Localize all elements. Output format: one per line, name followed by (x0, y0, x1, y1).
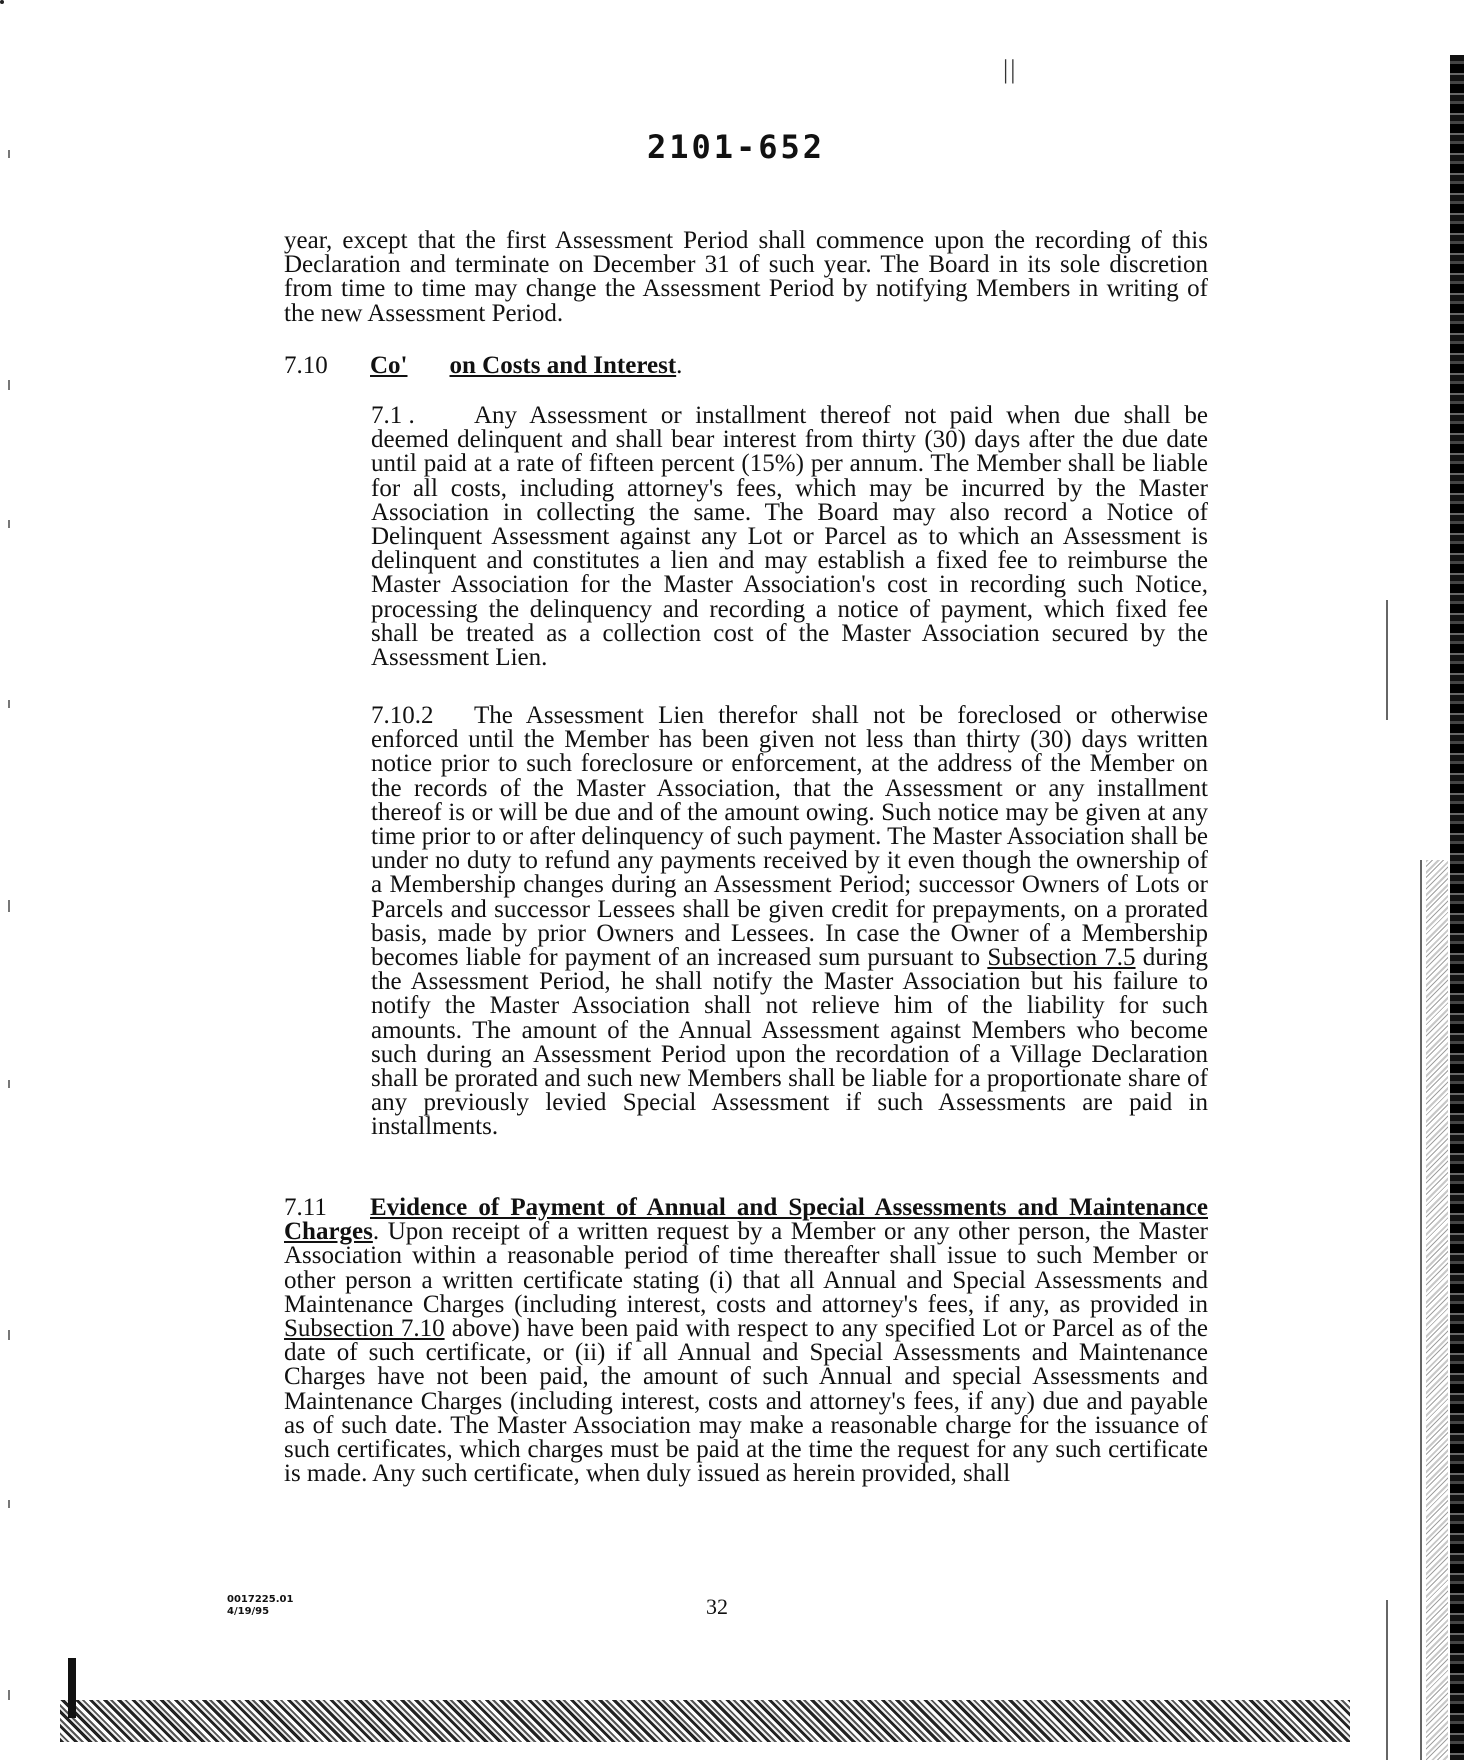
scan-tick (8, 520, 10, 528)
section-heading-7-10 (284, 352, 682, 380)
subsection-number: 7.10.2 (371, 702, 434, 729)
scan-line (1420, 860, 1422, 1760)
scan-tick (8, 1690, 10, 1700)
section-number: 7.10 (284, 352, 328, 379)
scan-tick (8, 900, 10, 912)
scan-tick (8, 150, 10, 158)
scan-mark: || (1003, 55, 1018, 84)
scan-tick (8, 380, 10, 390)
scan-tick (8, 1500, 10, 1508)
subsection-7-5-reference: Subsection 7.5 (987, 944, 1136, 972)
section-text-b: above) have been paid with respect to any specified Lot or Parcel as of the date of such certificate, or (ii) if all Annual and Special Assessments and Maintenance Charges have not been paid, the amount of such Annual and special Assessments and Maintenance Charges (including interest, costs and attorney's fees, if any) due and payable as of such date. The Master Association may make a reasonable charge for the issuance of such certificates, which charges must be paid at the time the request for any such certificate is made. Any such certificate, when duly issued as herein provided, shall (284, 1315, 1209, 1488)
section-number: 7.11 (284, 1194, 327, 1221)
doc-code: 0017225.01 (227, 1594, 294, 1605)
subsection-text: Any Assessment or installment thereof not paid when due shall be deemed delinquent and shall bear interest from thirty (30) days after the due date until paid at a rate of fifteen percent (15%) per annum. The Member shall be liable for all costs, including attorney's fees, which may be incurred by the Master Association in collecting the same. The Board may also record a Notice of Delinquent Assessment against any Lot or Parcel as to which an Assessment is delinquent and constitutes a lien and may establish a fixed fee to reimburse the Master Association for the Master Association's cost in recording such Notice, processing the delinquency and recording a notice of payment, which fixed fee shall be treated as a collection cost of the Master Association secured by the Assessment Lien. (371, 402, 1208, 672)
doc-date: 4/19/95 (227, 1606, 270, 1617)
scan-edge-bottom (60, 1700, 1350, 1742)
subsection-number: 7.1 . (371, 402, 415, 429)
subsection-7-10-reference: Subsection 7.10 (284, 1315, 445, 1343)
scan-noise-right (1426, 860, 1448, 1760)
scan-line (1386, 600, 1388, 720)
document-code (227, 1594, 293, 1618)
scan-edge-left (68, 1658, 76, 1718)
scan-tick (8, 700, 10, 708)
book-page-number: 2101-652 (646, 128, 826, 166)
section-title-end: . (676, 352, 683, 379)
subsection-7-10-2 (371, 704, 1208, 1140)
subsection-text-b: during the Assessment Period, he shall notify the Master Association but his failure to notify the Master Association shall not relieve him of the liability for such amounts. The amount of the Annual Assessment against Members who become such during an Assessment Period upon the recordation of a Village Declaration shall be prorated and such new Members shall be liable for a proportionate share of any previously levied Special Assessment if such Assessments are paid in installments. (371, 944, 1209, 1141)
subsection-text-a: The Assessment Lien therefor shall not be foreclosed or otherwise enforced until the Member has been given not less than thirty (30) days written notice prior to such foreclosure or enforcement, at the address of the Member on the records of the Master Association, that the Assessment or any installment thereof is or will be due and of the amount owing. Such notice may be given at any time prior to or after delinquency of such payment. The Master Association shall be under no duty to refund any payments received by it even though the ownership of a Membership changes during an Assessment Period; successor Owners of Lots or Parcels and successor Lessees shall be given credit for prepayments, on a prorated basis, made by prior Owners and Lessees. In case the Owner of a Membership becomes liable for payment of an increased sum pursuant to (371, 702, 1208, 972)
scan-dot (0, 0, 4, 4)
subsection-7-10-1 (371, 404, 1208, 670)
page-number: 32 (706, 1594, 728, 1619)
section-title-part-a: Co' (370, 352, 408, 379)
scan-tick (8, 1080, 10, 1088)
intro-paragraph: year, except that the first Assessment Period shall commence upon the recording of this Declaration and terminate on December 31 of such year. The Board in its sole discretion from time to time may change the Assessment Period by notifying Members in writing of the new Assessment Period. (284, 227, 1208, 327)
scan-line (1386, 1600, 1388, 1760)
scan-tick (8, 1330, 10, 1340)
scan-edge-right (1450, 55, 1464, 1760)
section-title: Evidence of Payment of Annual and Special Assessments and Maintenance Charges (284, 1194, 1208, 1246)
section-title-part-b: on Costs and Interest (449, 352, 677, 379)
section-7-11: 7.11 Evidence of Payment of Annual and Special Assessments and Maintenance Charges. Upon receipt of a written request by a Member or any other person, the Master Association within a reasonable period of time thereafter shall issue to such Member or other person a written certificate stating (i) that all Annual and Special Assessments and Maintenance Charges (including interest, costs and attorney's fees, if any, as provided in Subsection 7.10 above) have been paid with respect to any specified Lot or Parcel as of the date of such certificate, or (ii) if all Annual and Special Assessments and Maintenance Charges have not been paid, the amount of such Annual and special Assessments and Maintenance Charges (including interest, costs and attorney's fees, if any) due and payable as of such date. The Master Association may make a reasonable charge for the issuance of such certificates, which charges must be paid at the time the request for any such certificate is made. Any such certificate, when duly issued as herein provided, shall (284, 1194, 1209, 1488)
section-text-a: Upon receipt of a written request by a Member or any other person, the Master Association within a reasonable period of time thereafter shall issue to such Member or other person a written certificate stating (i) that all Annual and Special Assessments and Maintenance Charges (including interest, costs and attorney's fees, if any, as provided in (284, 1218, 1208, 1318)
